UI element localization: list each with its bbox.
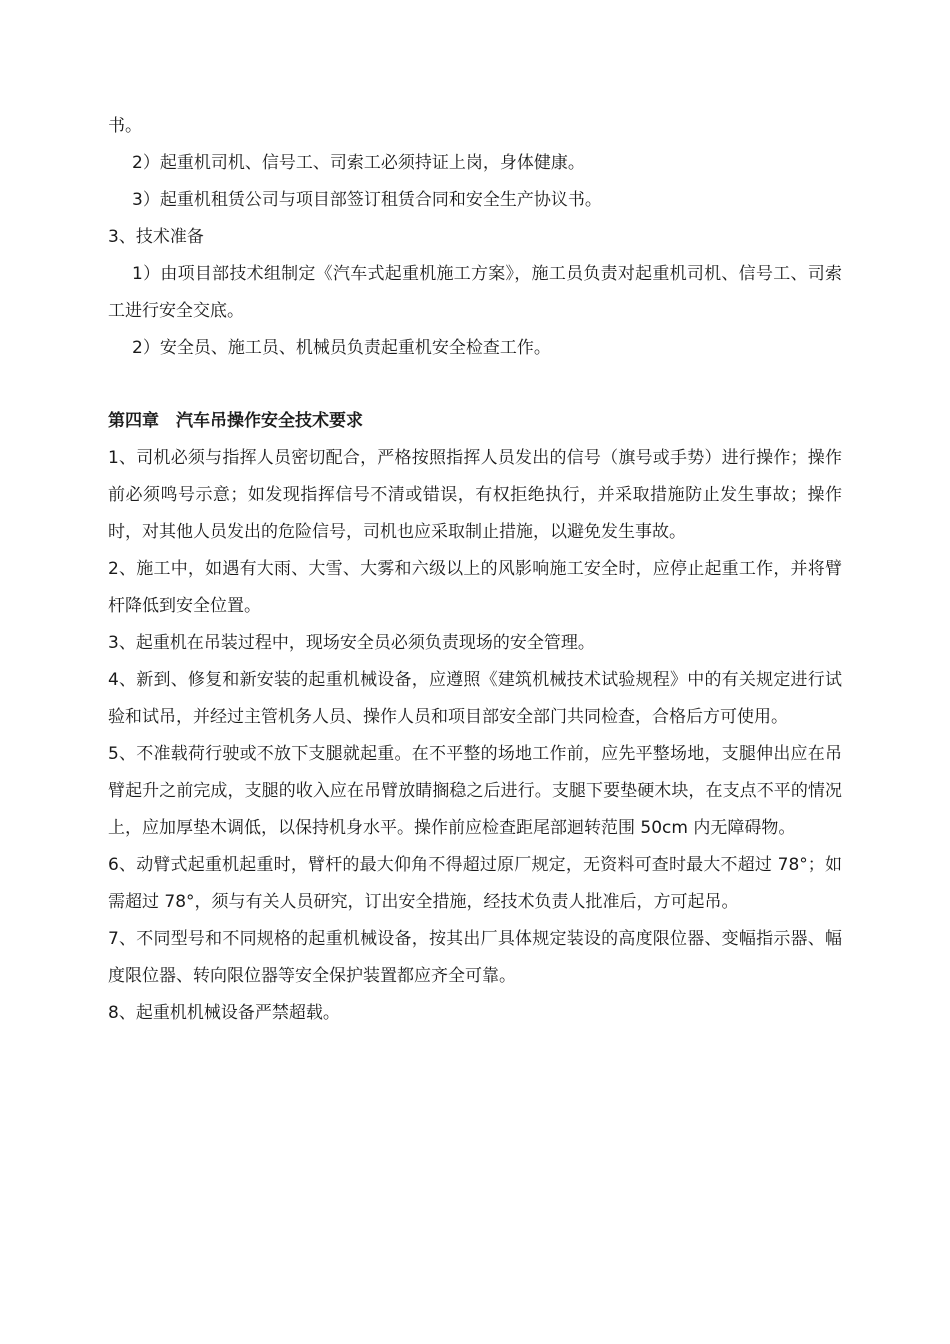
paragraph-item-3: 3）起重机租赁公司与项目部签订租赁合同和安全生产协议书。 bbox=[132, 190, 602, 210]
rule-4: 4、新到、修复和新安装的起重机械设备，应遵照《建筑机械技术试验规程》中的有关规定进行试验和试吊，并经过主管机务人员、操作人员和项目部安全部门共同检查，合格后方可使用。 bbox=[108, 670, 842, 727]
tech-prep-item-1: 1）由项目部技术组制定《汽车式起重机施工方案》，施工员负责对起重机司机、信号工、司索工进行安全交底。 bbox=[108, 264, 842, 321]
paragraph-item-2: 2）起重机司机、信号工、司索工必须持证上岗，身体健康。 bbox=[132, 153, 585, 173]
document-page bbox=[108, 108, 842, 1032]
rule-7: 7、不同型号和不同规格的起重机械设备，按其出厂具体规定装设的高度限位器、变幅指示器、幅度限位器、转向限位器等安全保护装置都应齐全可靠。 bbox=[108, 929, 842, 986]
rule-6: 6、动臂式起重机起重时，臂杆的最大仰角不得超过原厂规定，无资料可查时最大不超过 78°；如需超过 78°，须与有关人员研究，订出安全措施，经技术负责人批准后，方可起吊。 bbox=[108, 855, 842, 912]
rule-3: 3、起重机在吊装过程中，现场安全员必须负责现场的安全管理。 bbox=[108, 633, 595, 653]
rule-1: 1、司机必须与指挥人员密切配合，严格按照指挥人员发出的信号（旗号或手势）进行操作；操作前必须鸣号示意；如发现指挥信号不清或错误，有权拒绝执行，并采取措施防止发生事故；操作时，对其他人员发出的危险信号，司机也应采取制止措施，以避免发生事故。 bbox=[108, 448, 842, 542]
continuation-line: 书。 bbox=[108, 116, 142, 136]
rule-2: 2、施工中，如遇有大雨、大雪、大雾和六级以上的风影响施工安全时，应停止起重工作，并将臂杆降低到安全位置。 bbox=[108, 559, 842, 616]
tech-prep-heading: 3、技术准备 bbox=[108, 227, 204, 247]
rule-5: 5、不准载荷行驶或不放下支腿就起重。在不平整的场地工作前，应先平整场地，支腿伸出应在吊臂起升之前完成，支腿的收入应在吊臂放睛搁稳之后进行。支腿下要垫硬木块，在支点不平的情况上，应加厚垫木调低，以保持机身水平。操作前应检查距尾部迴转范围 50cm 内无障碍物。 bbox=[108, 744, 842, 838]
rule-8: 8、起重机机械设备严禁超载。 bbox=[108, 1003, 340, 1023]
chapter-title: 第四章 汽车吊操作安全技术要求 bbox=[108, 411, 363, 431]
tech-prep-item-2: 2）安全员、施工员、机械员负责起重机安全检查工作。 bbox=[132, 338, 551, 358]
section-spacer bbox=[108, 367, 842, 403]
